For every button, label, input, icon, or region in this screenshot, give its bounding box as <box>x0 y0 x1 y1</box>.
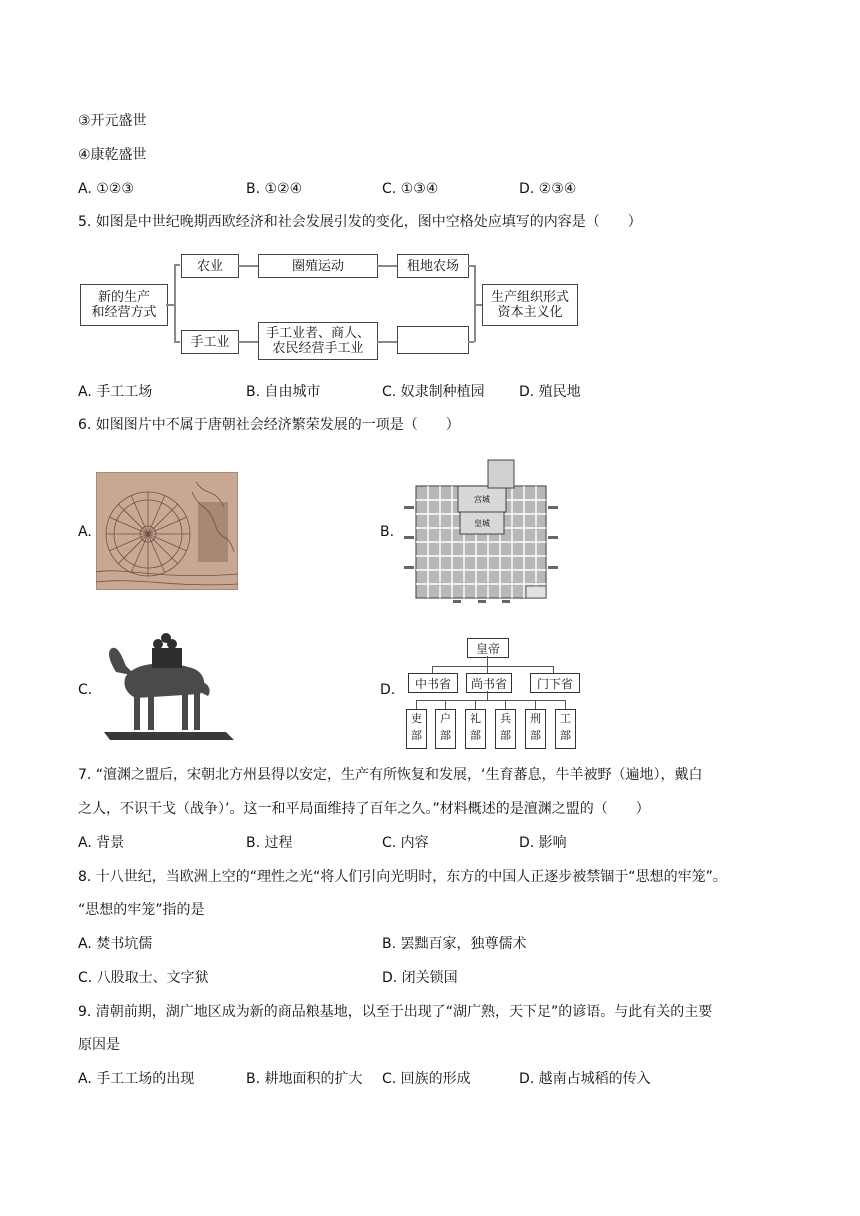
q9-option-d[interactable]: D. 越南占城稻的传入 <box>519 1071 651 1087</box>
org-dept-xing: 刑 部 <box>525 709 546 749</box>
org-emperor-box: 皇帝 <box>467 638 509 658</box>
q6-label-b[interactable]: B. <box>380 524 395 540</box>
option-item-4: ④康乾盛世 <box>78 147 147 163</box>
changan-map-image <box>398 456 560 608</box>
q9-option-b[interactable]: B. 耕地面积的扩大 <box>246 1071 363 1087</box>
diagram-blank-box <box>397 326 469 354</box>
diagram-craft-box: 手工业 <box>181 330 239 354</box>
org-dept-li-rites: 礼 部 <box>465 709 486 749</box>
q6-label-c[interactable]: C. <box>78 682 93 698</box>
q5-option-a[interactable]: A. 手工工场 <box>78 384 153 400</box>
diagram-craftsmen-box: 手工业者、商人、 农民经营手工业 <box>258 322 378 360</box>
q8-stem-line1: 8. 十八世纪，当欧洲上空的“理性之光“将人们引向光明时，东方的中国人正逐步被禁锢于“思想的牢笼”。 <box>78 869 727 885</box>
q9-option-c[interactable]: C. 回族的形成 <box>382 1071 471 1087</box>
waterwheel-image <box>96 472 238 590</box>
q9-stem-line2: 原因是 <box>78 1037 120 1053</box>
q5-option-c[interactable]: C. 奴隶制种植园 <box>382 384 485 400</box>
org-dept-hu: 户 部 <box>435 709 456 749</box>
org-zhongshu-box: 中书省 <box>408 673 458 693</box>
q4-option-b[interactable]: B. ①②④ <box>246 181 303 197</box>
q4-option-c[interactable]: C. ①③④ <box>382 181 439 197</box>
diagram-agriculture-box: 农业 <box>181 254 239 278</box>
q7-option-a[interactable]: A. 背景 <box>78 835 125 851</box>
q4-option-d[interactable]: D. ②③④ <box>519 181 577 197</box>
camel-figurine-image <box>96 632 238 744</box>
diagram-enclosure-box: 圈殖运动 <box>258 254 378 278</box>
org-menxia-box: 门下省 <box>530 673 580 693</box>
q6-stem: 6. 如图图片中不属于唐朝社会经济繁荣发展的一项是（ ） <box>78 417 460 433</box>
org-shangshu-box: 尚书省 <box>466 673 512 693</box>
q5-option-b[interactable]: B. 自由城市 <box>246 384 321 400</box>
q8-option-d[interactable]: D. 闭关锁国 <box>382 970 458 986</box>
q6-label-a[interactable]: A. <box>78 524 92 540</box>
q7-stem-line1: 7. “澶渊之盟后，宋朝北方州县得以安定，生产有所恢复和发展，‘生育蕃息，牛羊被野（遍地），戴白 <box>78 767 703 783</box>
q7-option-c[interactable]: C. 内容 <box>382 835 429 851</box>
q5-option-d[interactable]: D. 殖民地 <box>519 384 581 400</box>
q8-option-b[interactable]: B. 罢黜百家，独尊儒术 <box>382 936 527 952</box>
diagram-left-box: 新的生产 和经营方式 <box>80 284 168 326</box>
q7-stem-line2: 之人，不识干戈（战争）’。这一和平局面维持了百年之久。”材料概述的是澶渊之盟的（ ） <box>78 801 650 817</box>
diagram-farm-box: 租地农场 <box>397 254 469 278</box>
q9-stem-line1: 9. 清朝前期，湖广地区成为新的商品粮基地，以至于出现了“湖广熟，天下足”的谚语。与此有关的主要 <box>78 1004 713 1020</box>
svg-text:皇城: 皇城 <box>474 519 490 528</box>
org-dept-bing: 兵 部 <box>495 709 516 749</box>
org-dept-li-personnel: 吏 部 <box>406 709 427 749</box>
q7-option-d[interactable]: D. 影响 <box>519 835 567 851</box>
q8-option-c[interactable]: C. 八股取士、文字狱 <box>78 970 209 986</box>
diagram-right-box: 生产组织形式 资本主义化 <box>482 284 578 326</box>
q5-stem: 5. 如图是中世纪晚期西欧经济和社会发展引发的变化，图中空格处应填写的内容是（ ） <box>78 214 642 230</box>
option-item-3: ③开元盛世 <box>78 113 147 129</box>
q8-option-a[interactable]: A. 焚书坑儒 <box>78 936 153 952</box>
q9-option-a[interactable]: A. 手工工场的出现 <box>78 1071 195 1087</box>
svg-text:宫城: 宫城 <box>474 495 490 504</box>
q6-label-d[interactable]: D. <box>380 682 396 698</box>
org-dept-gong: 工 部 <box>555 709 576 749</box>
q4-option-a[interactable]: A. ①②③ <box>78 181 134 197</box>
q8-stem-line2: “思想的牢笼”指的是 <box>78 902 205 918</box>
q7-option-b[interactable]: B. 过程 <box>246 835 293 851</box>
